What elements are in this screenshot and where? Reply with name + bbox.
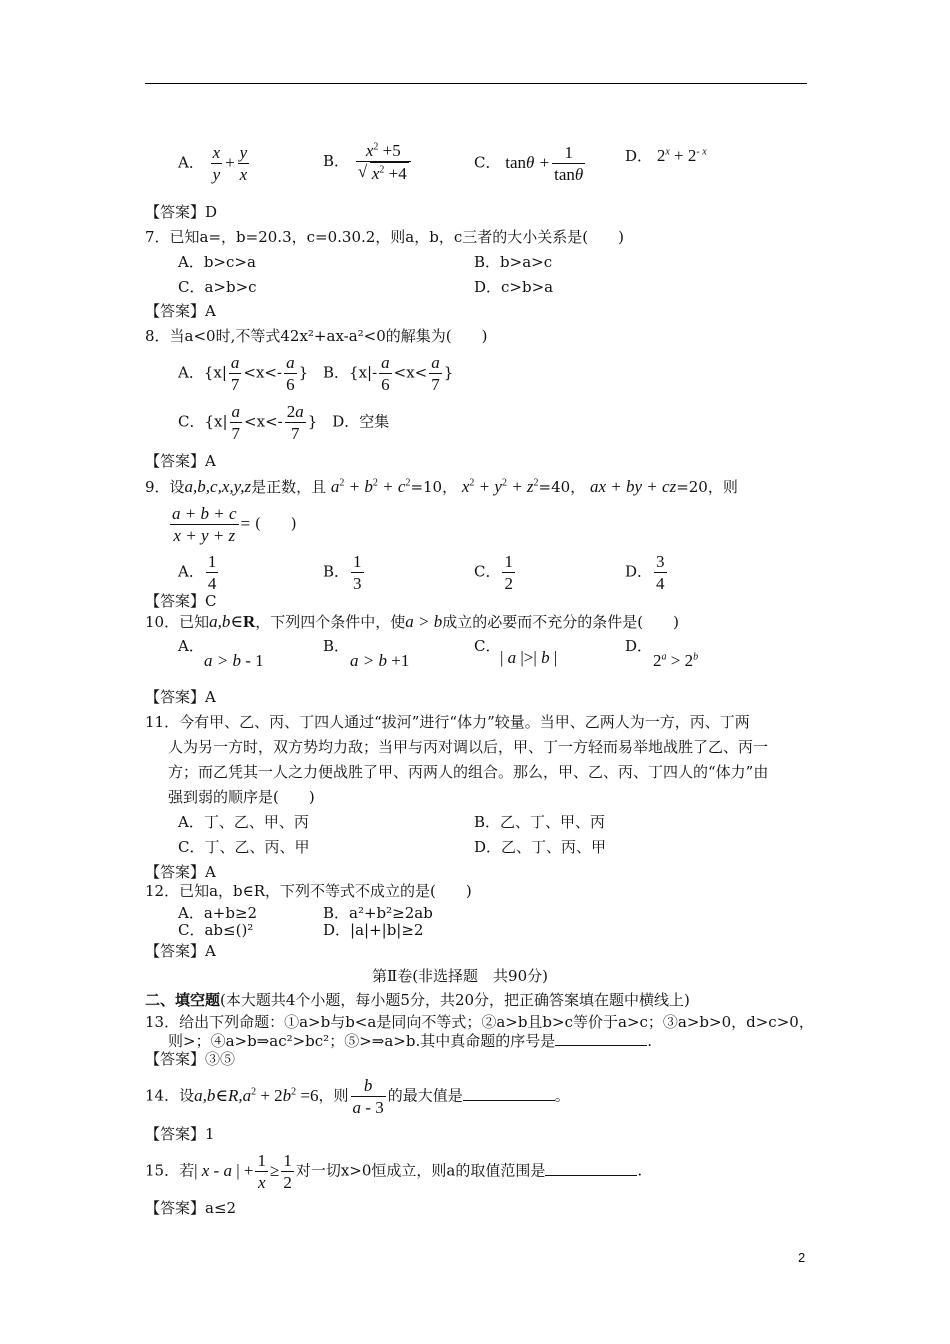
q10-answer: 【答案】A (145, 688, 216, 706)
page-number: 2 (798, 1250, 806, 1265)
q8-answer: 【答案】A (145, 452, 216, 470)
q11-option-b: B．乙、丁、甲、丙 (474, 813, 606, 831)
q10-option-a-label: A． (178, 637, 204, 655)
q10-option-b-label: B． (323, 637, 350, 655)
q12-option-d: D．|a|+|b|≥2 (323, 921, 424, 939)
q9-option-c: C． $\frac{1}{2}$ (474, 552, 513, 594)
q8-option-a: A．{x| $\frac{a}{7}$ <x<- $\frac{a}{6}$ } (178, 353, 309, 395)
q11-option-c: C．丁、乙、丙、甲 (178, 838, 310, 856)
q11-line-2: 人为另一方时，双方势均力敌；当甲与丙对调以后，甲、丁一方轻而易举地战胜了乙、丙一 (168, 738, 769, 756)
q7-option-a: A．b>c>a (178, 253, 256, 271)
q14-blank (463, 1086, 555, 1101)
q13-blank (555, 1031, 647, 1046)
q12-option-b: B．a²+b²≥2ab (323, 904, 433, 922)
q9-expression: $\frac{a + b + c}{x + y + z}$ = ( ) (172, 504, 297, 546)
q8-option-b: B．{x|- $\frac{a}{6}$ <x< $\frac{a}{7}$ } (323, 353, 454, 395)
q13-line-2: 则>；④a>b⇒ac²>bc²；⑤>⇒a>b.其中真命题的序号是 . (168, 1032, 652, 1050)
q9-answer: 【答案】C (145, 592, 217, 610)
q7-option-d: D．c>b>a (474, 278, 554, 296)
q9-option-d: D． $\frac{3}{4}$ (625, 552, 665, 594)
q13-line-1: 13．给出下列命题：①a>b与b<a是同向不等式；②a>b且b>c等价于a>c；③a>b>0，d>c>0， (145, 1013, 814, 1031)
q6-option-b: B． $x^2 +5$ √ $x^2 +4$ (323, 140, 413, 185)
q14-stem: 14．设$a,b\in R,a^2 + 2b^2 =6$，则 $\frac{b}{a - 3}$ 的最大值是 。 (145, 1076, 570, 1118)
q15-answer: 【答案】a≤2 (145, 1199, 237, 1217)
q12-stem: 12．已知a，b∈R，下列不等式不成立的是( ) (145, 882, 472, 900)
q11-answer: 【答案】A (145, 863, 216, 881)
q10-option-a: a > b - 1 (204, 651, 264, 670)
q10-option-b: a > b +1 (350, 651, 410, 670)
q12-option-a: A．a+b≥2 (178, 904, 258, 922)
q12-answer: 【答案】A (145, 942, 216, 960)
q6-option-c: C． tanθ + $\frac{1}{\tan\theta}$ (474, 143, 584, 185)
q6-option-d: D． $2^x + 2^{- x}$ (625, 146, 707, 165)
q12-option-c: C．ab≤()² (178, 921, 254, 939)
fill-in-heading-desc: (本大题共4个小题，每小题5分，共20分，把正确答案填在题中横线上) (220, 991, 690, 1009)
q9-stem: 9．设a,b,c,x,y,z是正数，且 $a^2 + b^2 + c^2=10$， $x^2 + y^2 + z^2=40$， ax + by + cz=20，则 (145, 477, 738, 496)
fill-in-heading-title: 二、填空题 (145, 991, 221, 1009)
q7-answer: 【答案】A (145, 302, 216, 320)
section-2-title: 第Ⅱ卷(非选择题 共90分) (372, 967, 548, 985)
q6-option-a: A． $\frac{x}{y}$ + $\frac{y}{x}$ (178, 143, 248, 185)
q11-line-3: 方；而乙凭其一人之力便战胜了甲、丙两人的组合。那么，甲、乙、丙、丁四人的“体力”由 (168, 763, 769, 781)
q11-line-1: 11．今有甲、乙、丙、丁四人通过“拔河”进行“体力”较量。当甲、乙两人为一方，丙、丁两 (145, 713, 750, 731)
q8-stem: 8．当a<0时,不等式42x²+ax-a²<0的解集为( ) (145, 327, 488, 345)
q11-line-4: 强到弱的顺序是( ) (168, 788, 315, 806)
q10-stem: 10．已知a,b∈R，下列四个条件中，使a > b成立的必要而不充分的条件是( ) (145, 612, 679, 631)
q15-blank (545, 1161, 637, 1176)
q7-option-b: B．b>a>c (474, 253, 553, 271)
q10-option-c-label: C． (474, 637, 501, 655)
q10-option-c: | a |>| b | (500, 648, 558, 667)
q9-option-b: B． $\frac{1}{3}$ (323, 552, 362, 594)
q6-answer: 【答案】D (145, 203, 218, 221)
q10-option-d-label: D． (625, 637, 653, 655)
q15-stem: 15．若| x - a | + $\frac{1}{x}$ ≥ $\frac{1}{2}$ 对一切x>0恒成立，则a的取值范围是 . (145, 1151, 643, 1193)
q13-answer: 【答案】③⑤ (145, 1050, 236, 1068)
q14-answer: 【答案】1 (145, 1125, 215, 1143)
q10-option-d: $2^a > 2^b$ (653, 651, 699, 670)
q9-option-a: A． $\frac{1}{4}$ (178, 552, 217, 594)
q8-option-c: C．{x| $\frac{a}{7}$ <x<- $\frac{2a}{7}$ } D．空集 (178, 402, 390, 444)
q7-stem: 7．已知a=，b=20.3，c=0.30.2，则a，b，c三者的大小关系是( ) (145, 228, 624, 246)
q11-option-a: A．丁、乙、甲、丙 (178, 813, 309, 831)
header-rule (145, 83, 807, 84)
q7-option-c: C．a>b>c (178, 278, 257, 296)
fill-in-heading (145, 991, 690, 1009)
q11-option-d: D．乙、丁、丙、甲 (474, 838, 607, 856)
